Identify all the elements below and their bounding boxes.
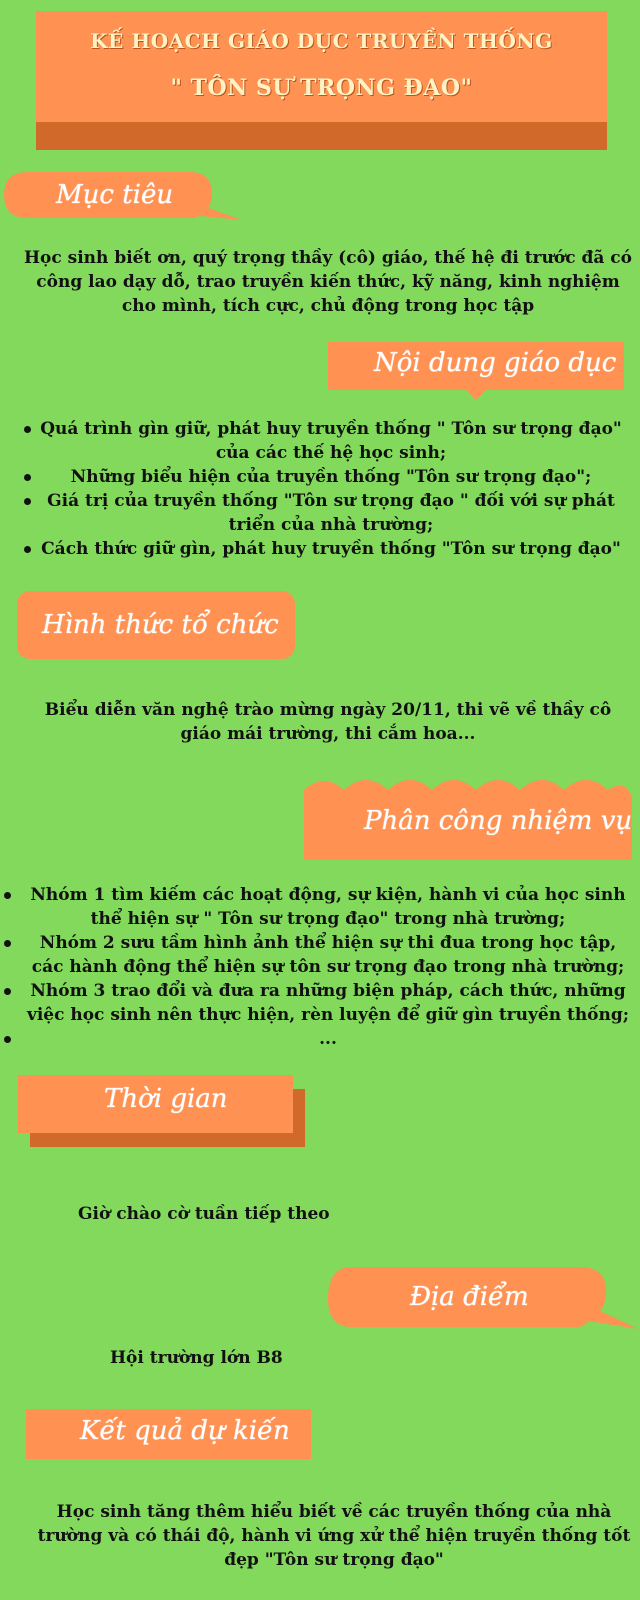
list-item xyxy=(24,489,628,537)
muc-tieu-text: Học sinh biết ơn, quý trọng thầy (cô) giáo, thế hệ đi trước đã có công lao dạy dỗ, trao truyền kiến thức, kỹ năng, kinh nghiệm cho mình, tích cực, chủ động trong học tập xyxy=(23,248,632,316)
title-line-1: KẾ HOẠCH GIÁO DỤC TRUYỀN THỐNG xyxy=(90,29,553,53)
hinh-thuc-heading: Hình thức tổ chức xyxy=(42,610,279,640)
phan-cong-heading: Phân công nhiệm vụ xyxy=(364,806,633,836)
bullet-icon xyxy=(4,940,11,947)
list-item-text: Nhóm 3 trao đổi và đưa ra những biện pháp, cách thức, những việc học sinh nên thực hiện, rèn luyện để giữ gìn truyền thống; xyxy=(26,981,630,1025)
noi-dung-heading: Nội dung giáo dục xyxy=(374,348,617,378)
list-item-text: Quá trình gìn giữ, phát huy truyền thống " Tôn sư trọng đạo" của các thế hệ học sinh; xyxy=(40,419,622,463)
dia-diem-heading: Địa điểm xyxy=(410,1282,529,1312)
list-item-text: Nhóm 2 sưu tầm hình ảnh thể hiện sự thi đua trong học tập, các hành động thể hiện sự tôn sư trọng đạo trong nhà trường; xyxy=(31,933,625,977)
ket-qua-heading: Kết quả dự kiến xyxy=(80,1416,290,1446)
bullet-icon xyxy=(24,474,31,481)
bullet-icon xyxy=(24,426,31,433)
bullet-icon xyxy=(4,892,11,899)
bullet-icon xyxy=(24,546,31,553)
thoi-gian-text: Giờ chào cờ tuần tiếp theo xyxy=(78,1204,330,1224)
list-item xyxy=(4,1027,634,1051)
bullet-icon xyxy=(4,1036,11,1043)
list-item-text: Những biểu hiện của truyền thống "Tôn sư trọng đạo"; xyxy=(70,467,592,487)
title-banner-shadow xyxy=(36,122,607,150)
list-item xyxy=(4,883,634,931)
phan-cong-list xyxy=(4,883,634,1051)
muc-tieu-heading: Mục tiêu xyxy=(56,180,174,210)
thoi-gian-heading: Thời gian xyxy=(104,1084,228,1114)
list-item xyxy=(24,537,628,561)
hinh-thuc-text: Biểu diễn văn nghệ trào mừng ngày 20/11, thi vẽ về thầy cô giáo mái trường, thi cắm hoa... xyxy=(44,700,612,744)
bullet-icon xyxy=(24,498,31,505)
list-item-text: ... xyxy=(319,1029,337,1049)
title-line-2: " TÔN SỰ TRỌNG ĐẠO" xyxy=(170,75,473,101)
list-item xyxy=(4,931,634,979)
list-item xyxy=(24,465,628,489)
list-item-text: Nhóm 1 tìm kiếm các hoạt động, sự kiện, hành vi của học sinh thể hiện sự " Tôn sư trọng đạo" trong nhà trường; xyxy=(30,885,626,929)
list-item-text: Cách thức giữ gìn, phát huy truyền thống "Tôn sư trọng đạo" xyxy=(41,539,621,559)
list-item-text: Giá trị của truyền thống "Tôn sư trọng đạo " đối với sự phát triển của nhà trường; xyxy=(47,491,615,535)
noi-dung-list xyxy=(24,417,628,561)
bullet-icon xyxy=(4,988,11,995)
title-banner xyxy=(36,11,607,122)
list-item xyxy=(4,979,634,1027)
ket-qua-text: Học sinh tăng thêm hiểu biết về các truyền thống của nhà trường và có thái độ, hành vi ứng xử thể hiện truyền thống tốt đẹp "Tôn sư trọng đạo" xyxy=(37,1502,631,1570)
dia-diem-text: Hội trường lớn B8 xyxy=(110,1348,283,1368)
list-item xyxy=(24,417,628,465)
